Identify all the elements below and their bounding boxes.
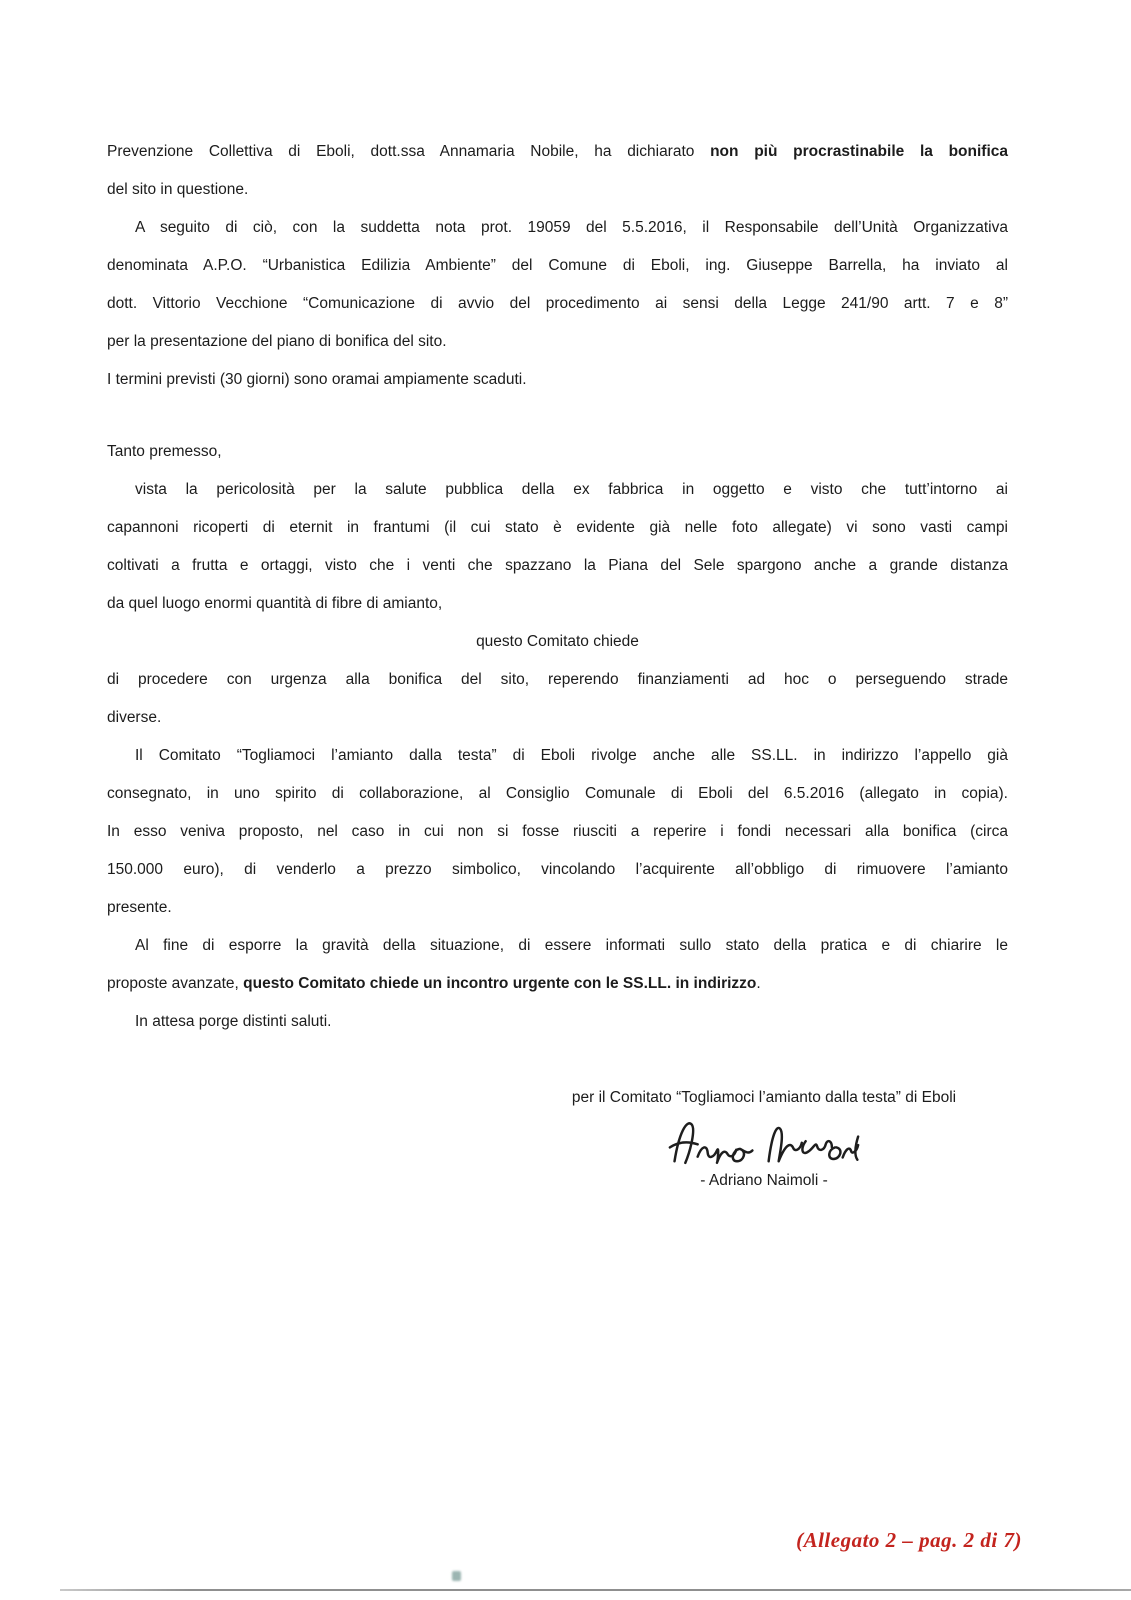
text-line	[107, 737, 1008, 775]
text-line	[107, 323, 1008, 361]
text-line	[107, 927, 1008, 965]
text-segment: questo Comitato chiede	[476, 633, 639, 650]
text-segment: Prevenzione Collettiva di Eboli, dott.ssa Annamaria Nobile, ha dichiarato	[107, 143, 711, 160]
text-line	[107, 471, 1008, 509]
scan-edge-line	[60, 1589, 1131, 1591]
text-segment: per la presentazione del piano di bonifica del sito.	[107, 333, 447, 350]
text-line	[107, 509, 1008, 547]
text-segment: A seguito di ciò, con la suddetta nota prot. 19059 del 5.5.2016, il Responsabile dell’Unità Organizzativa	[135, 219, 1008, 236]
closing-block	[107, 1041, 1008, 1193]
text-line	[107, 547, 1008, 585]
text-segment: 150.000 euro), di venderlo a prezzo simbolico, vincolando l’acquirente all’obbligo di rimuovere l’amianto	[107, 861, 1008, 878]
text-segment: coltivati a frutta e ortaggi, visto che i venti che spazzano la Piana del Sele spargono anche a grande distanza	[107, 557, 1008, 574]
text-line	[107, 433, 1008, 471]
text-line	[107, 133, 1008, 171]
text-segment: denominata A.P.O. “Urbanistica Edilizia Ambiente” del Comune di Eboli, ing. Giuseppe Barrella, ha inviato al	[107, 257, 1008, 274]
text-line	[107, 965, 1008, 1003]
text-line	[107, 775, 1008, 813]
text-line	[107, 699, 1008, 737]
text-segment: I termini previsti (30 giorni) sono oramai ampiamente scaduti.	[107, 371, 527, 388]
text-segment: In attesa porge distinti saluti.	[135, 1013, 332, 1030]
text-segment: Il Comitato “Togliamoci l’amianto dalla testa” di Eboli rivolge anche alle SS.LL. in indirizzo l’appello già	[135, 747, 1008, 764]
scan-artifact	[452, 1571, 461, 1581]
document-body	[107, 133, 1008, 1041]
signature-intro-line: per il Comitato “Togliamoci l’amianto dalla testa” di Eboli	[571, 1089, 957, 1106]
text-segment: di procedere con urgenza alla bonifica del sito, reperendo finanziamenti ad hoc o perseguendo strade	[107, 671, 1008, 688]
page-footer-allegato: (Allegato 2 – pag. 2 di 7)	[796, 1528, 1022, 1552]
text-line	[107, 623, 1008, 661]
text-line	[107, 813, 1008, 851]
text-segment: vista la pericolosità per la salute pubblica della ex fabbrica in oggetto e visto che tutt’intorno ai	[135, 481, 1008, 498]
text-segment: capannoni ricoperti di eternit in frantumi (il cui stato è evidente già nelle foto allegate) vi sono vasti campi	[107, 519, 1008, 536]
text-line	[107, 285, 1008, 323]
text-line	[107, 1003, 1008, 1041]
text-line	[107, 585, 1008, 623]
text-line	[107, 247, 1008, 285]
text-line	[107, 661, 1008, 699]
text-segment: diverse.	[107, 709, 162, 726]
text-segment: Al fine di esporre la gravità della situazione, di essere informati sullo stato della pratica e di chiarire le	[135, 937, 1008, 954]
text-segment: .	[756, 975, 761, 992]
text-segment: del sito in questione.	[107, 181, 249, 198]
bold-text-segment: non più procrastinabile la bonifica	[710, 143, 1008, 160]
text-line	[107, 361, 1008, 399]
text-line	[107, 171, 1008, 209]
text-line	[107, 851, 1008, 889]
text-line	[107, 889, 1008, 927]
signature-name: - Adriano Naimoli -	[700, 1172, 828, 1189]
handwritten-signature	[520, 1115, 1008, 1169]
text-segment: presente.	[107, 899, 172, 916]
text-segment: Tanto premesso,	[107, 443, 222, 460]
text-segment: da quel luogo enormi quantità di fibre di amianto,	[107, 595, 443, 612]
text-line	[107, 209, 1008, 247]
text-segment: proposte avanzate,	[107, 975, 244, 992]
text-segment: dott. Vittorio Vecchione “Comunicazione di avvio del procedimento ai sensi della Legge 241/90 artt. 7 e 8”	[107, 295, 1008, 312]
text-segment: consegnato, in uno spirito di collaborazione, al Consiglio Comunale di Eboli del 6.5.2016 (allegato in copia).	[107, 785, 1008, 802]
signature-strokes-icon	[634, 1115, 894, 1169]
text-segment: In esso veniva proposto, nel caso in cui non si fosse riusciti a reperire i fondi necessari alla bonifica (circa	[107, 823, 1008, 840]
bold-text-segment: questo Comitato chiede un incontro urgente con le SS.LL. in indirizzo	[243, 975, 757, 992]
